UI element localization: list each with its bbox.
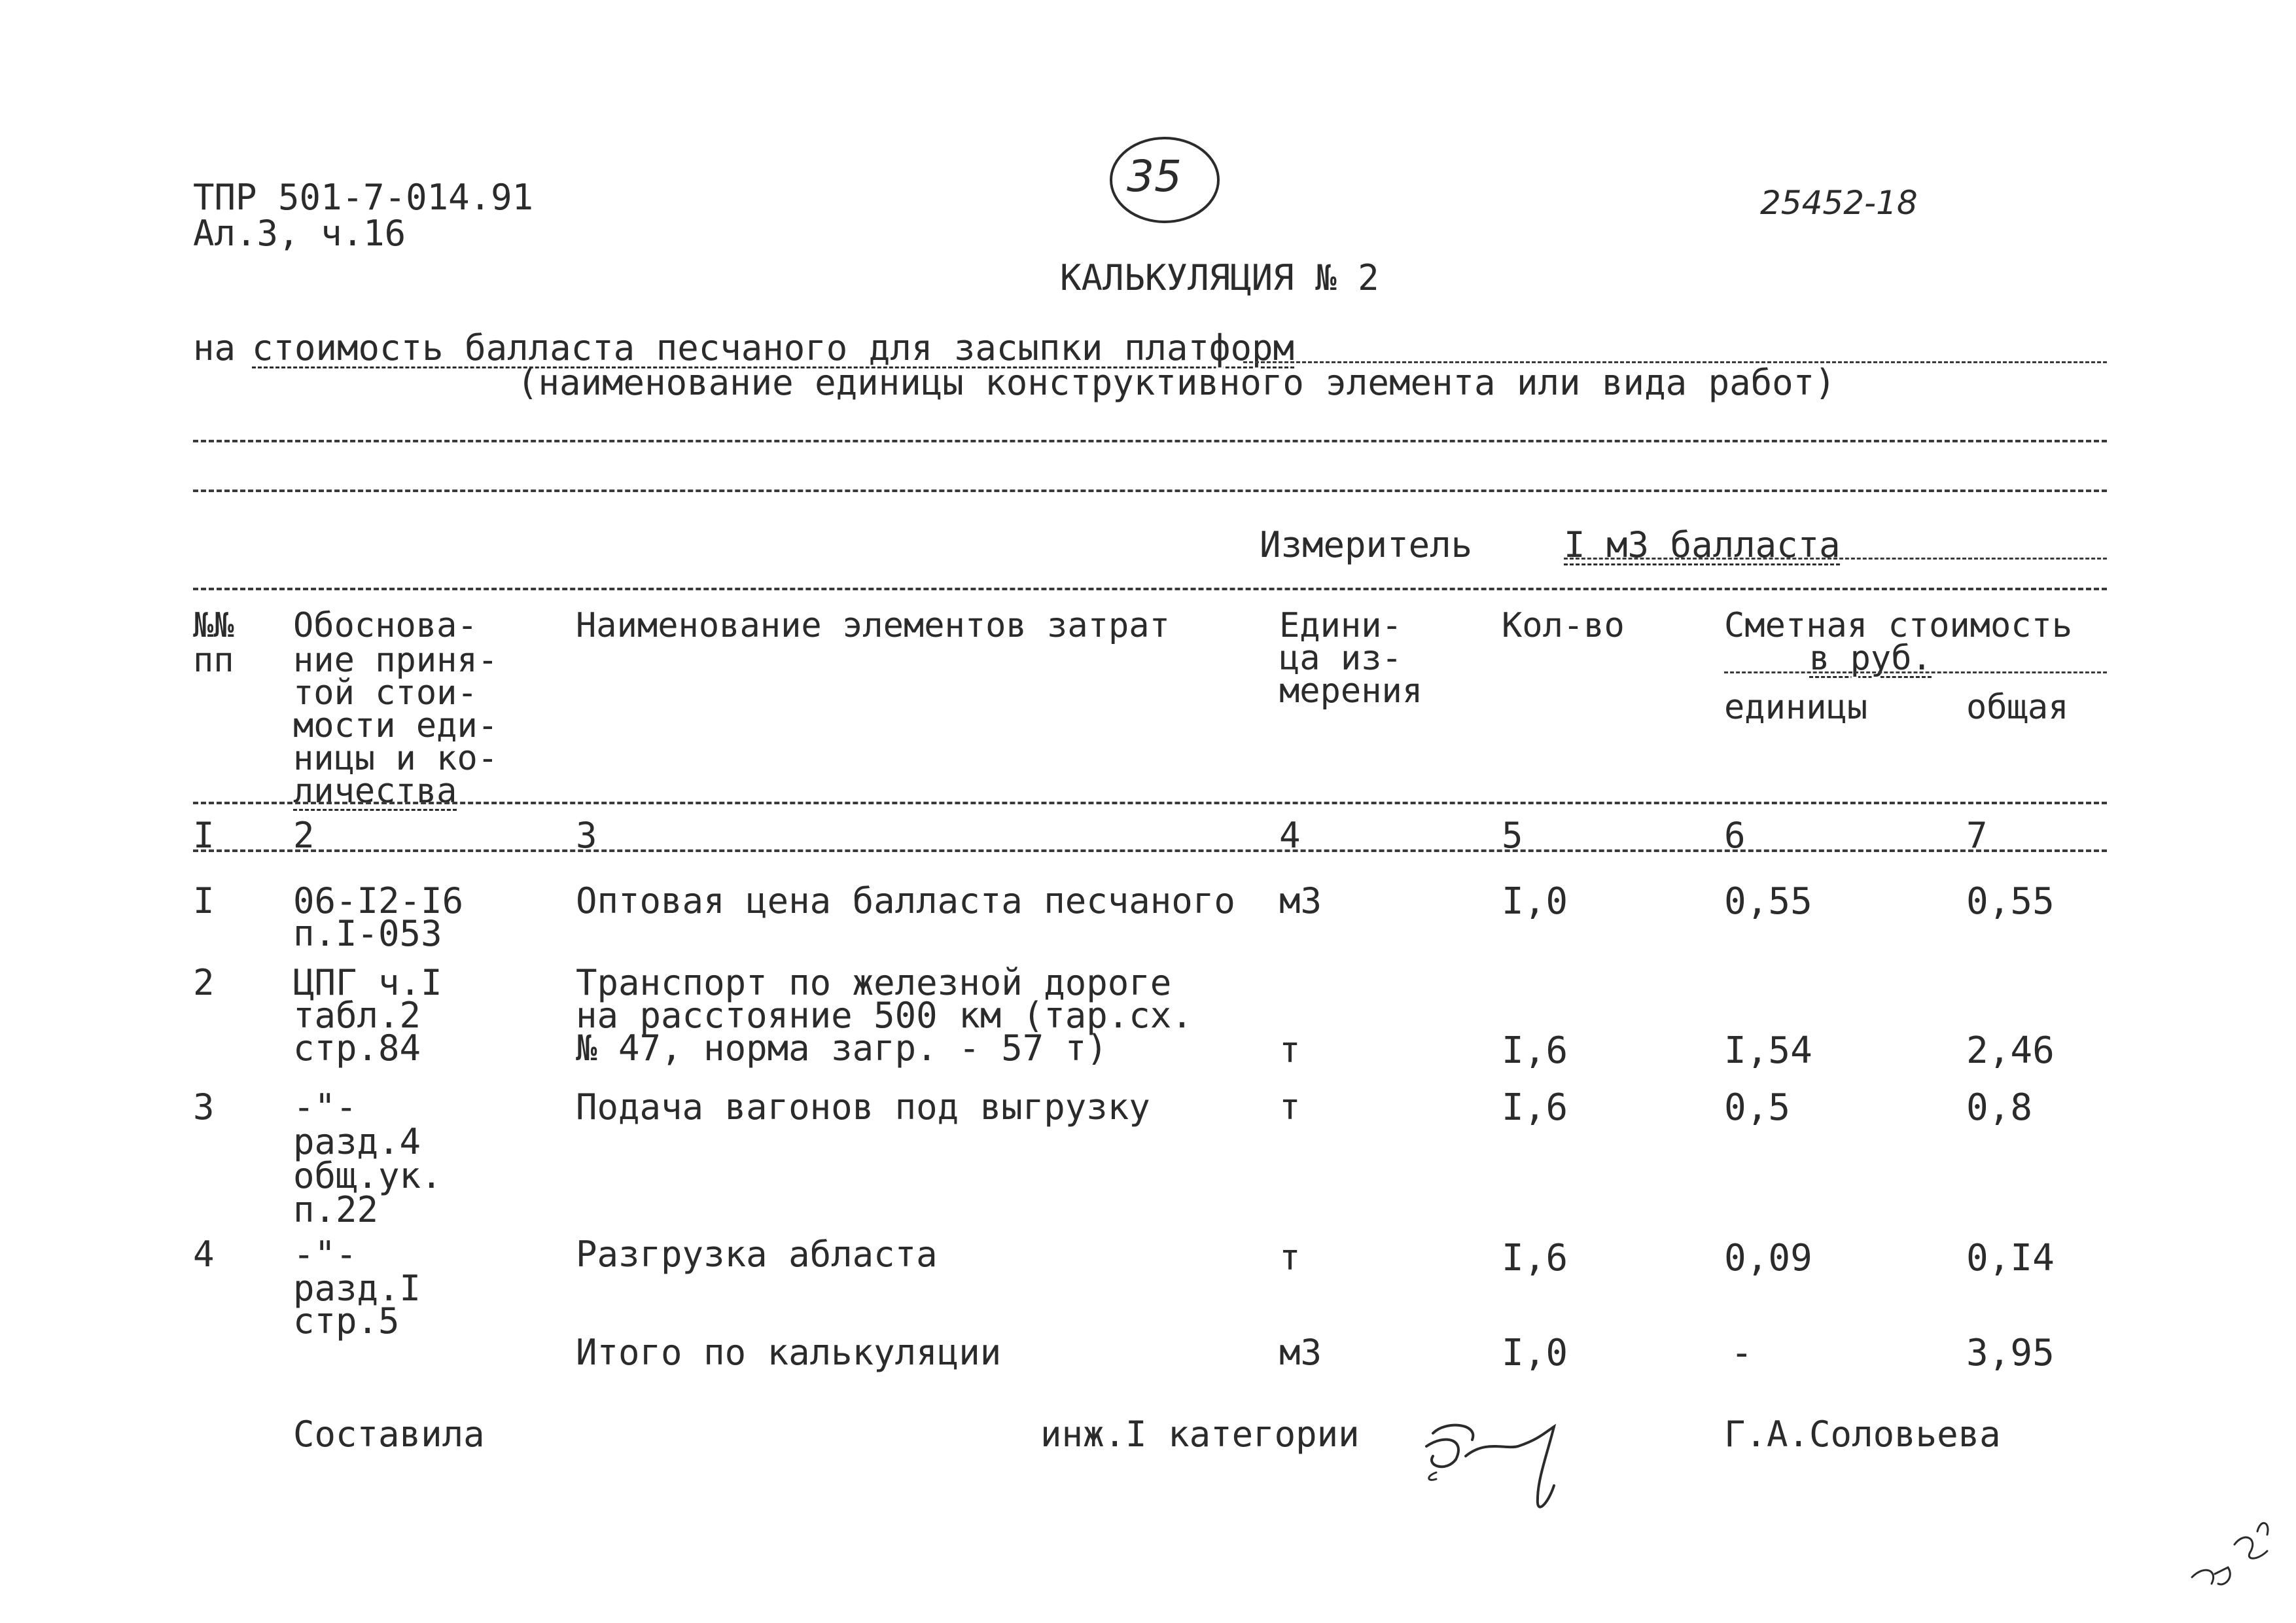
row-basis-line: п.I-053 bbox=[293, 913, 442, 954]
colnum-1: I bbox=[193, 815, 215, 856]
total-quantity: I,0 bbox=[1502, 1332, 1568, 1374]
row-basis-line: -"- bbox=[293, 1234, 357, 1275]
row-price-unit: 0,5 bbox=[1724, 1086, 1791, 1129]
header-bottom-rule bbox=[193, 802, 2107, 804]
header-col2-line1: Обоснова- bbox=[293, 606, 478, 645]
header-col2-line2: ние приня- bbox=[293, 641, 499, 680]
row-basis-line: стр.5 bbox=[293, 1300, 400, 1342]
document-title: КАЛЬКУЛЯЦИЯ № 2 bbox=[1060, 257, 1379, 298]
header-estimated-cost: Сметная стоимость bbox=[1724, 606, 2073, 645]
blank-line-2 bbox=[193, 490, 2107, 492]
row-cost-name: Подача вагонов под выгрузку bbox=[576, 1086, 1150, 1128]
header-col4-line1: Едини- bbox=[1279, 606, 1402, 645]
row-basis-line: п.22 bbox=[293, 1189, 379, 1230]
row-price-total: 0,I4 bbox=[1966, 1237, 2055, 1279]
row-cost-name: № 47, норма загр. - 57 т) bbox=[576, 1027, 1108, 1069]
header-col6: единицы bbox=[1724, 688, 1868, 727]
row-cost-name: Транспорт по железной дороге bbox=[576, 962, 1172, 1003]
numbering-bottom-rule bbox=[193, 849, 2107, 852]
row-price-unit: 0,55 bbox=[1724, 880, 1812, 923]
row-price-total: 0,55 bbox=[1966, 880, 2055, 923]
row-number: 3 bbox=[193, 1086, 215, 1128]
compiler-position: инж.I категории bbox=[1040, 1414, 1360, 1455]
row-basis-line: разд.I bbox=[293, 1268, 421, 1309]
colnum-5: 5 bbox=[1502, 815, 1523, 856]
album-part: Ал.3, ч.16 bbox=[193, 213, 406, 254]
header-col4-line3: мерения bbox=[1279, 671, 1423, 711]
total-label: Итого по калькуляции bbox=[576, 1332, 1002, 1373]
header-col5: Кол-во bbox=[1502, 606, 1625, 645]
compiled-by-label: Составила bbox=[293, 1414, 485, 1455]
header-col2-line4: мости еди- bbox=[293, 706, 499, 745]
subject-caption: (наименование единицы конструктивного элемента или вида работ) bbox=[517, 362, 1836, 403]
header-col3: Наименование элементов затрат bbox=[576, 606, 1170, 645]
total-price-unit: - bbox=[1731, 1332, 1753, 1374]
row-cost-name: Оптовая цена балласта песчаного bbox=[576, 880, 1235, 921]
header-in-rubles: в руб. bbox=[1809, 639, 1932, 678]
row-unit: т bbox=[1279, 1029, 1301, 1071]
header-col2-line6: личества bbox=[293, 772, 457, 811]
colnum-6: 6 bbox=[1724, 815, 1746, 856]
signature bbox=[1407, 1394, 1590, 1525]
handwritten-mark bbox=[2179, 1505, 2290, 1603]
row-cost-name: на расстояние 500 км (тар.сх. bbox=[576, 995, 1193, 1036]
row-basis-line: -"- bbox=[293, 1086, 357, 1128]
row-basis-line: стр.84 bbox=[293, 1027, 421, 1069]
measure-label: Измеритель bbox=[1260, 524, 1473, 565]
colnum-3: 3 bbox=[576, 815, 597, 856]
row-quantity: I,0 bbox=[1502, 880, 1568, 923]
row-unit: т bbox=[1279, 1237, 1301, 1278]
row-price-unit: I,54 bbox=[1724, 1029, 1812, 1072]
subject-text: стоимость балласта песчаного для засыпки платформ bbox=[252, 327, 1295, 368]
row-cost-name: Разгрузка абласта bbox=[576, 1234, 938, 1275]
inventory-number: 25452-18 bbox=[1760, 184, 1918, 222]
page-number: 35 bbox=[1127, 151, 1182, 202]
subject-prefix: на bbox=[193, 327, 236, 368]
row-price-total: 0,8 bbox=[1966, 1086, 2033, 1129]
row-price-total: 2,46 bbox=[1966, 1029, 2055, 1072]
blank-line-1 bbox=[193, 440, 2107, 442]
total-unit: м3 bbox=[1279, 1332, 1322, 1373]
row-unit: т bbox=[1279, 1086, 1301, 1128]
row-quantity: I,6 bbox=[1502, 1029, 1568, 1072]
total-price-total: 3,95 bbox=[1966, 1332, 2055, 1374]
measure-line bbox=[1564, 558, 2107, 560]
header-col2-line5: ницы и ко- bbox=[293, 739, 499, 778]
document-code: ТПР 501-7-014.91 bbox=[193, 177, 534, 218]
colnum-4: 4 bbox=[1279, 815, 1301, 856]
colnum-7: 7 bbox=[1966, 815, 1988, 856]
row-unit: м3 bbox=[1279, 880, 1322, 921]
row-quantity: I,6 bbox=[1502, 1086, 1568, 1129]
header-col7: общая bbox=[1966, 688, 2069, 727]
header-cost-rule bbox=[1724, 671, 2107, 673]
header-col2-line3: той стои- bbox=[293, 673, 478, 713]
header-col1-line1: №№ bbox=[193, 606, 234, 645]
measure-value: I м3 балласта bbox=[1564, 524, 1841, 565]
row-basis-line: общ.ук. bbox=[293, 1155, 442, 1196]
colnum-2: 2 bbox=[293, 815, 315, 856]
row-quantity: I,6 bbox=[1502, 1237, 1568, 1279]
row-number: 2 bbox=[193, 962, 215, 1003]
row-basis-line: табл.2 bbox=[293, 995, 421, 1036]
compiler-name: Г.А.Соловьева bbox=[1724, 1414, 2001, 1455]
row-number: 4 bbox=[193, 1234, 215, 1275]
row-number: I bbox=[193, 880, 215, 921]
row-basis-line: ЦПГ ч.I bbox=[293, 962, 442, 1003]
row-price-unit: 0,09 bbox=[1724, 1237, 1812, 1279]
row-basis-line: разд.4 bbox=[293, 1121, 421, 1162]
table-top-rule bbox=[193, 588, 2107, 590]
header-col1-line2: пп bbox=[193, 641, 234, 680]
header-col4-line2: ца из- bbox=[1279, 639, 1402, 678]
row-basis-line: 06-I2-I6 bbox=[293, 880, 464, 921]
